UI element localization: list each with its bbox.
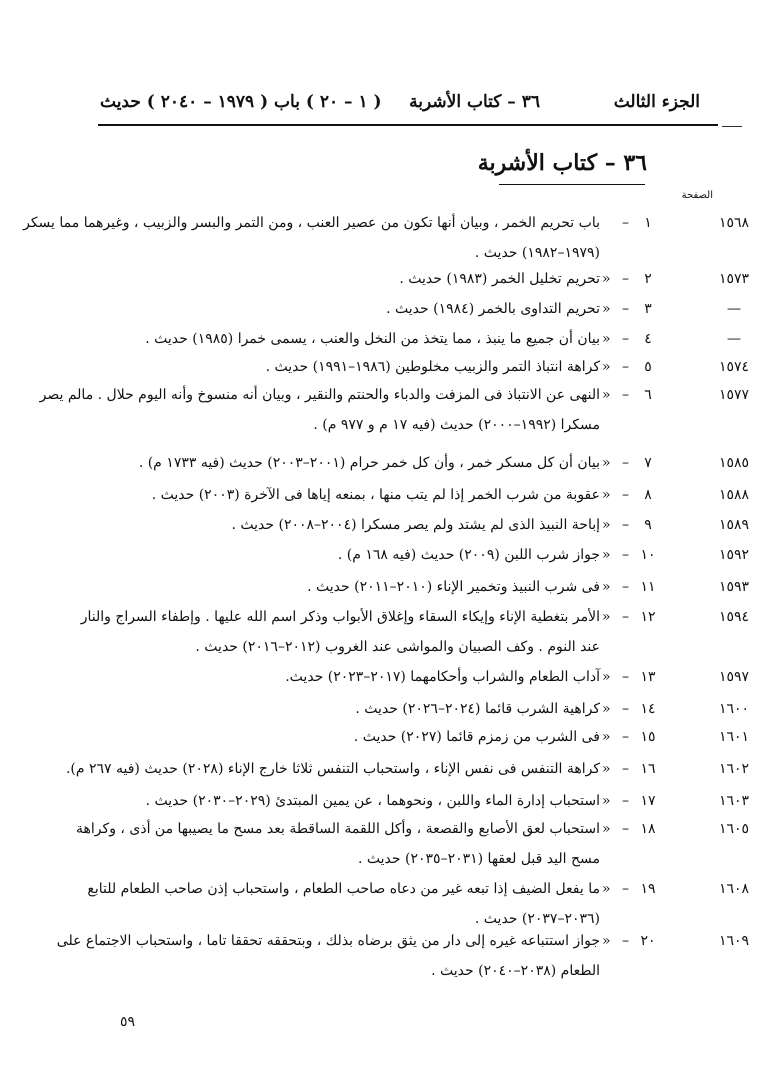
ditto-mark: « [602,933,611,949]
entry-page: ١٥٧٤ [718,359,750,375]
entry-dash: – [622,387,629,403]
entry-dash: – [622,271,629,287]
ditto-mark: « [602,359,611,375]
ditto-mark: « [602,271,611,287]
entry-title: تحريم التداوى بالخمر (١٩٨٤) حديث . [386,301,600,317]
entry-dash: – [622,761,629,777]
entry-title: إباحة النبيذ الذى لم يشتد ولم يصر مسكرا (٢٠٠٤–٢٠٠٨) حديث . [231,517,600,533]
entry-continuation: عند النوم . وكف الصبيان والمواشى عند الغروب (٢٠١٢–٢٠١٦) حديث . [195,639,600,655]
contents-entry [60,728,750,758]
entry-number: ٩ [644,517,652,533]
entry-title: جواز استتباعه غيره إلى دار من يثق برضاه بذلك ، وبتحققه تحققا تاما ، واستحباب الاجتماع على [56,933,600,949]
entry-page: ١٦٠٢ [718,761,750,777]
page-column-label: الصفحة [681,190,713,201]
entry-page: — [727,301,741,317]
contents-entry [60,300,741,330]
entry-page: ١٥٧٧ [718,387,750,403]
ditto-mark: « [602,547,611,563]
ditto-mark: « [602,579,611,595]
entry-page: ١٥٩٢ [718,547,750,563]
entry-number: ١٣ [640,669,656,685]
entry-title: النهى عن الانتباذ فى المزفت والدباء والحنتم والنقير ، وبيان أنه منسوخ وأنه اليوم حلال . مالم يصر [39,387,600,403]
contents-entry [60,820,750,880]
entry-title: استحباب إدارة الماء واللبن ، ونحوهما ، عن يمين المبتدئ (٢٠٢٩–٢٠٣٠) حديث . [145,793,600,809]
entry-number: ١٤ [640,701,656,717]
contents-entry [60,608,750,668]
ditto-mark: « [602,821,611,837]
entry-title: تحريم تخليل الخمر (١٩٨٣) حديث . [399,271,600,287]
contents-entry [60,700,750,730]
contents-entry [23,214,750,274]
entry-page: ١٦٠٨ [718,881,750,897]
entry-title: فى الشرب من زمزم قائما (٢٠٢٧) حديث . [353,729,600,745]
entry-number: ٢٠ [640,933,656,949]
contents-list [23,0,750,1000]
entry-number: ١٧ [640,793,656,809]
entry-dash: – [622,331,629,347]
entry-title: جواز شرب اللبن (٢٠٠٩) حديث (فيه ١٦٨ م) . [337,547,600,563]
contents-entry [60,792,750,822]
ditto-mark: « [602,609,611,625]
entry-dash: – [622,487,629,503]
entry-dash: – [622,359,629,375]
entry-number: ٥ [644,359,652,375]
contents-entry [60,454,750,484]
entry-dash: – [622,793,629,809]
entry-number: ٦ [644,387,652,403]
entry-title: ما يفعل الضيف إذا تبعه غير من دعاه صاحب الطعام ، واستحباب إذن صاحب الطعام للتابع [87,881,600,897]
entry-title: بيان أن جميع ما ينبذ ، مما يتخذ من النخل والعنب ، يسمى خمرا (١٩٨٥) حديث . [145,331,600,347]
entry-page: ١٥٩٣ [718,579,750,595]
entry-continuation: مسكرا (١٩٩٢–٢٠٠٠) حديث (فيه ١٧ م و ٩٧٧ م) . [313,417,600,433]
entry-title: الأمر بتغطية الإناء وإيكاء السقاء وإغلاق الأبواب وذكر اسم الله عليها . وإطفاء السراج والنار [80,609,600,625]
entry-page: — [727,331,741,347]
entry-number: ٣ [644,301,652,317]
entry-page: ١٦٠٣ [718,793,750,809]
page-number: ٥٩ [120,1014,136,1030]
ditto-mark: « [602,701,611,717]
entry-dash: – [622,455,629,471]
entry-number: ١١ [640,579,656,595]
entry-title: عقوبة من شرب الخمر إذا لم يتب منها ، بمنعه إياها فى الآخرة (٢٠٠٣) حديث . [151,487,600,503]
ditto-mark: « [602,793,611,809]
entry-page: ١٥٩٧ [718,669,750,685]
entry-dash: – [622,729,629,745]
entry-dash: – [622,701,629,717]
entry-dash: – [622,933,629,949]
entry-page: ١٥٨٨ [718,487,750,503]
ditto-mark: « [602,669,611,685]
ditto-mark: « [602,331,611,347]
entry-title: بيان أن كل مسكر خمر ، وأن كل خمر حرام (٢٠٠١–٢٠٠٣) حديث (فيه ١٧٣٣ م) . [138,455,600,471]
entry-number: ١٩ [640,881,656,897]
entry-number: ١٦ [640,761,656,777]
ditto-mark: « [602,301,611,317]
entry-page: ١٥٩٤ [718,609,750,625]
contents-entry [60,330,741,360]
entry-number: ١٨ [640,821,656,837]
entry-page: ١٥٨٩ [718,517,750,533]
entry-dash: – [622,609,629,625]
contents-entry [60,516,750,546]
entry-page: ١٦٠١ [718,729,750,745]
entry-number: ١ [644,215,652,231]
entry-number: ٧ [644,455,652,471]
ditto-mark: « [602,729,611,745]
entry-title: فى شرب النبيذ وتخمير الإناء (٢٠١٠–٢٠١١) حديث . [307,579,600,595]
contents-entry [60,546,750,576]
entry-dash: – [622,821,629,837]
ditto-mark: « [602,487,611,503]
contents-entry [60,578,750,608]
entry-continuation: (٢٠٣٦–٢٠٣٧) حديث . [474,911,600,927]
entry-title: كراهة انتباذ التمر والزبيب مخلوطين (١٩٨٦–١٩٩١) حديث . [265,359,600,375]
header-part: الجزء الثالث [613,92,700,112]
entry-title: آداب الطعام والشراب وأحكامهما (٢٠١٧–٢٠٢٣) حديث. [285,669,600,685]
entry-page: ١٦٠٠ [718,701,750,717]
contents-entry [39,386,750,446]
entry-page: ١٥٦٨ [718,215,750,231]
ditto-mark: « [602,881,611,897]
entry-page: ١٦٠٩ [718,933,750,949]
entry-continuation: الطعام (٢٠٣٨–٢٠٤٠) حديث . [431,963,600,979]
entry-title: كراهة التنفس فى نفس الإناء ، واستحباب التنفس ثلاثا خارج الإناء (٢٠٢٨) حديث (فيه ٢٦٧ م). [65,761,600,777]
entry-continuation: مسح اليد قبل لعقها (٢٠٣١–٢٠٣٥) حديث . [358,851,600,867]
entry-page: ١٥٨٥ [718,455,750,471]
entry-dash: – [622,517,629,533]
entry-dash: – [622,579,629,595]
contents-entry [60,760,750,790]
ditto-mark: « [602,517,611,533]
entry-page: ١٥٧٣ [718,271,750,287]
entry-number: ٢ [644,271,652,287]
ditto-mark: « [602,455,611,471]
entry-title: باب تحريم الخمر ، وبيان أنها تكون من عصير العنب ، ومن التمر والبسر والزبيب ، وغيرهما مما يسكر [23,215,600,231]
entry-number: ١٥ [640,729,656,745]
book-title: ٣٦ – كتاب الأشربة [477,150,647,176]
entry-continuation: (١٩٧٩–١٩٨٢) حديث . [474,245,600,261]
entry-dash: – [622,301,629,317]
entry-number: ١٠ [640,547,656,563]
ditto-mark: « [602,761,611,777]
contents-entry [60,486,750,516]
entry-number: ١٢ [640,609,656,625]
entry-dash: – [622,669,629,685]
contents-entry [60,358,750,388]
entry-page: ١٦٠٥ [718,821,750,837]
margin-tick [722,126,742,127]
entry-dash: – [622,547,629,563]
header-range: ( ١ – ٢٠ ) باب ( ١٩٧٩ – ٢٠٤٠ ) حديث [100,92,382,112]
entry-dash: – [622,881,629,897]
contents-entry [60,880,750,940]
header-book: ٣٦ – كتاب الأشربة [409,92,540,112]
ditto-mark: « [602,387,611,403]
contents-entry [60,270,750,300]
entry-title: استحباب لعق الأصابع والقصعة ، وأكل اللقمة الساقطة بعد مسح ما يصيبها من أذى ، وكراهة [76,821,600,837]
contents-entry [56,932,750,992]
entry-number: ٨ [644,487,652,503]
entry-dash: – [622,215,629,231]
entry-title: كراهية الشرب قائما (٢٠٢٤–٢٠٢٦) حديث . [355,701,600,717]
entry-number: ٤ [644,331,652,347]
contents-entry [60,668,750,698]
